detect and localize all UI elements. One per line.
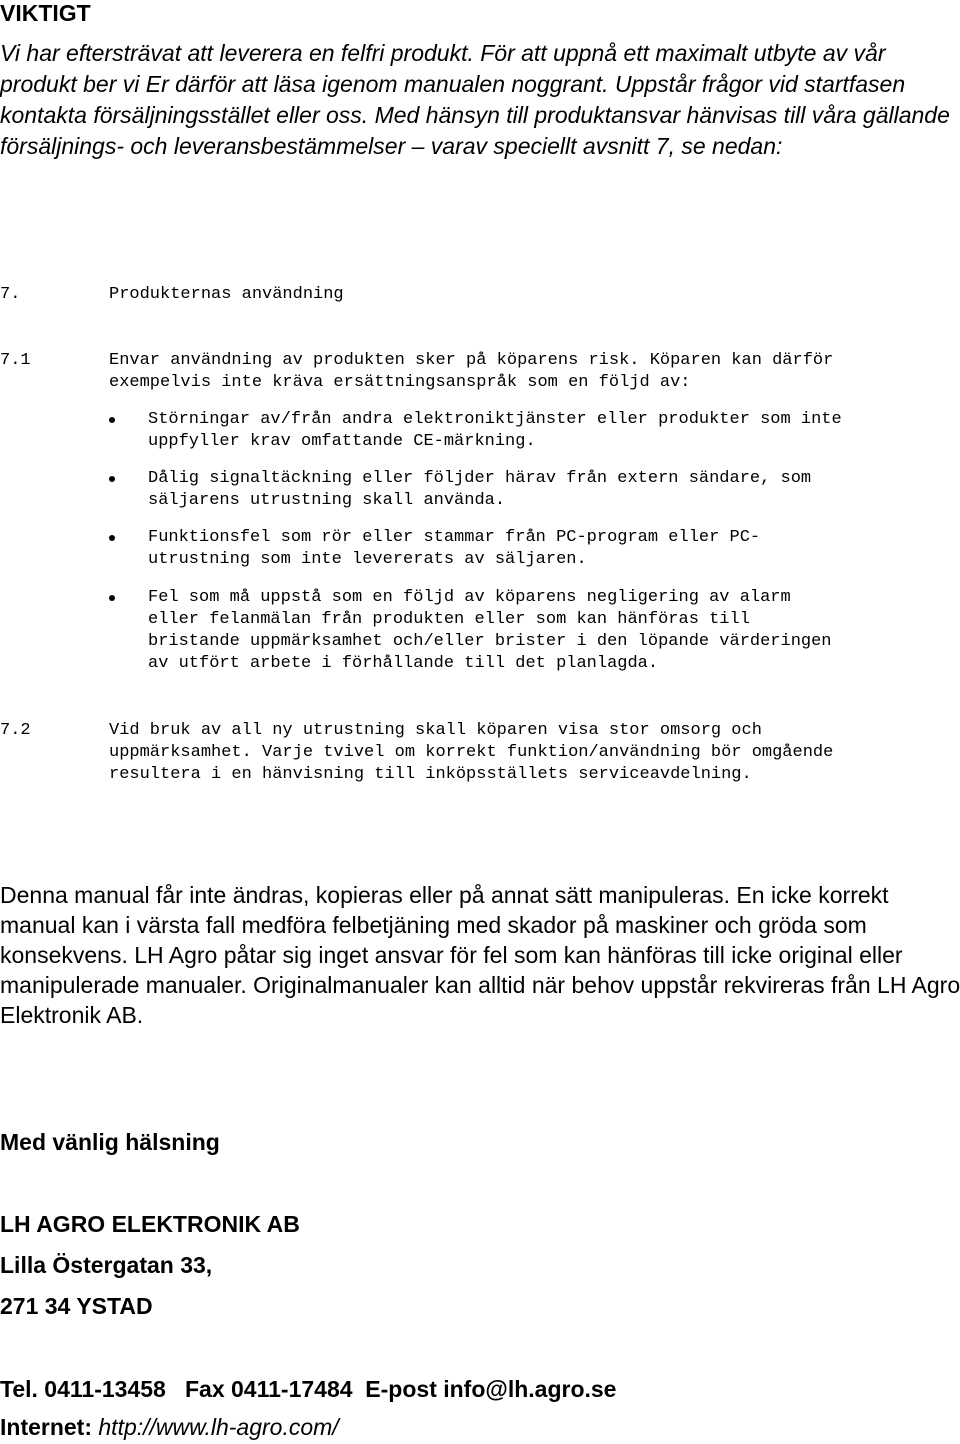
intro-line-2: produkt ber vi Er därför att läsa igenom manualen noggrant. Uppstår frågor vid startfasen kontakta försäljningsstället eller oss. Med hänsyn till produktansvar hänvisas till våra gällande försäljnings- och leveransbestämmelser – varav speciellt avsnitt 7, se nedan: <box>0 71 950 159</box>
company-postal: 271 34 YSTAD <box>0 1293 153 1319</box>
bullet-icon <box>109 417 115 423</box>
contact-line: Tel. 0411-13458 Fax 0411-17484 E-post info@lh.agro.se <box>0 1376 617 1402</box>
intro-line-1: Vi har eftersträvat att leverera en felfri produkt. För att uppnå ett maximalt utbyte av vår <box>0 40 886 66</box>
heading-viktigt: VIKTIGT <box>0 0 91 26</box>
bullet-icon <box>109 595 115 601</box>
intro-paragraph <box>0 38 955 162</box>
closing-greeting: Med vänlig hälsning <box>0 1129 220 1155</box>
bullet-1-line-2: uppfyller krav omfattande CE-märkning. <box>148 432 536 451</box>
clause-7-1-line-1: Envar användning av produkten sker på köparens risk. Köparen kan därför <box>109 351 834 370</box>
internet-url-link[interactable]: http://www.lh-agro.com/ <box>98 1414 339 1440</box>
internet-label: Internet: <box>0 1414 92 1440</box>
company-name: LH AGRO ELEKTRONIK AB <box>0 1211 300 1237</box>
clause-7-2-line-1: Vid bruk av all ny utrustning skall köparen visa stor omsorg och <box>109 721 762 740</box>
section-number: 7. <box>0 285 21 304</box>
bullet-4-line-1: Fel som må uppstå som en följd av köparens negligering av alarm <box>148 588 791 607</box>
bullet-icon <box>109 476 115 482</box>
bullet-2-line-1: Dålig signaltäckning eller följder härav från extern sändare, som <box>148 469 812 488</box>
bullet-3-line-1: Funktionsfel som rör eller stammar från PC-program eller PC- <box>148 528 761 547</box>
bullet-4-line-4: av utfört arbete i förhållande till det planlagda. <box>148 654 659 673</box>
bullet-4-line-2: eller felanmälan från produkten eller som kan hänföras till <box>148 610 750 629</box>
company-street: Lilla Östergatan 33, <box>0 1252 213 1278</box>
clause-7-2-number: 7.2 <box>0 721 31 740</box>
bullet-4-line-3: bristande uppmärksamhet och/eller brister i den löpande värderingen <box>148 632 832 651</box>
bullet-2-line-2: säljarens utrustning skall använda. <box>148 491 506 510</box>
section-title: Produkternas användning <box>109 285 344 304</box>
notice-paragraph: Denna manual får inte ändras, kopieras eller på annat sätt manipuleras. En icke korrekt manual kan i värsta fall medföra felbetjäning med skador på maskiner och gröda som konsekvens. LH Agro påtar sig inget ansvar för fel som kan hänföras till icke original eller manipulerade manualer. Originalmanualer kan alltid när behov uppstår rekvireras från LH Agro Elektronik AB. <box>0 882 960 1028</box>
clause-7-2-line-2: uppmärksamhet. Varje tvivel om korrekt funktion/användning bör omgående <box>109 743 834 762</box>
internet-line <box>0 1414 339 1440</box>
clause-7-1-line-2: exempelvis inte kräva ersättningsanspråk som en följd av: <box>109 373 691 392</box>
bullet-icon <box>109 535 115 541</box>
bullet-3-line-2: utrustning som inte levererats av säljaren. <box>148 550 587 569</box>
clause-7-1-number: 7.1 <box>0 351 31 370</box>
bullet-1-line-1: Störningar av/från andra elektroniktjänster eller produkter som inte <box>148 410 842 429</box>
clause-7-2-line-3: resultera i en hänvisning till inköpsställets serviceavdelning. <box>109 765 752 784</box>
